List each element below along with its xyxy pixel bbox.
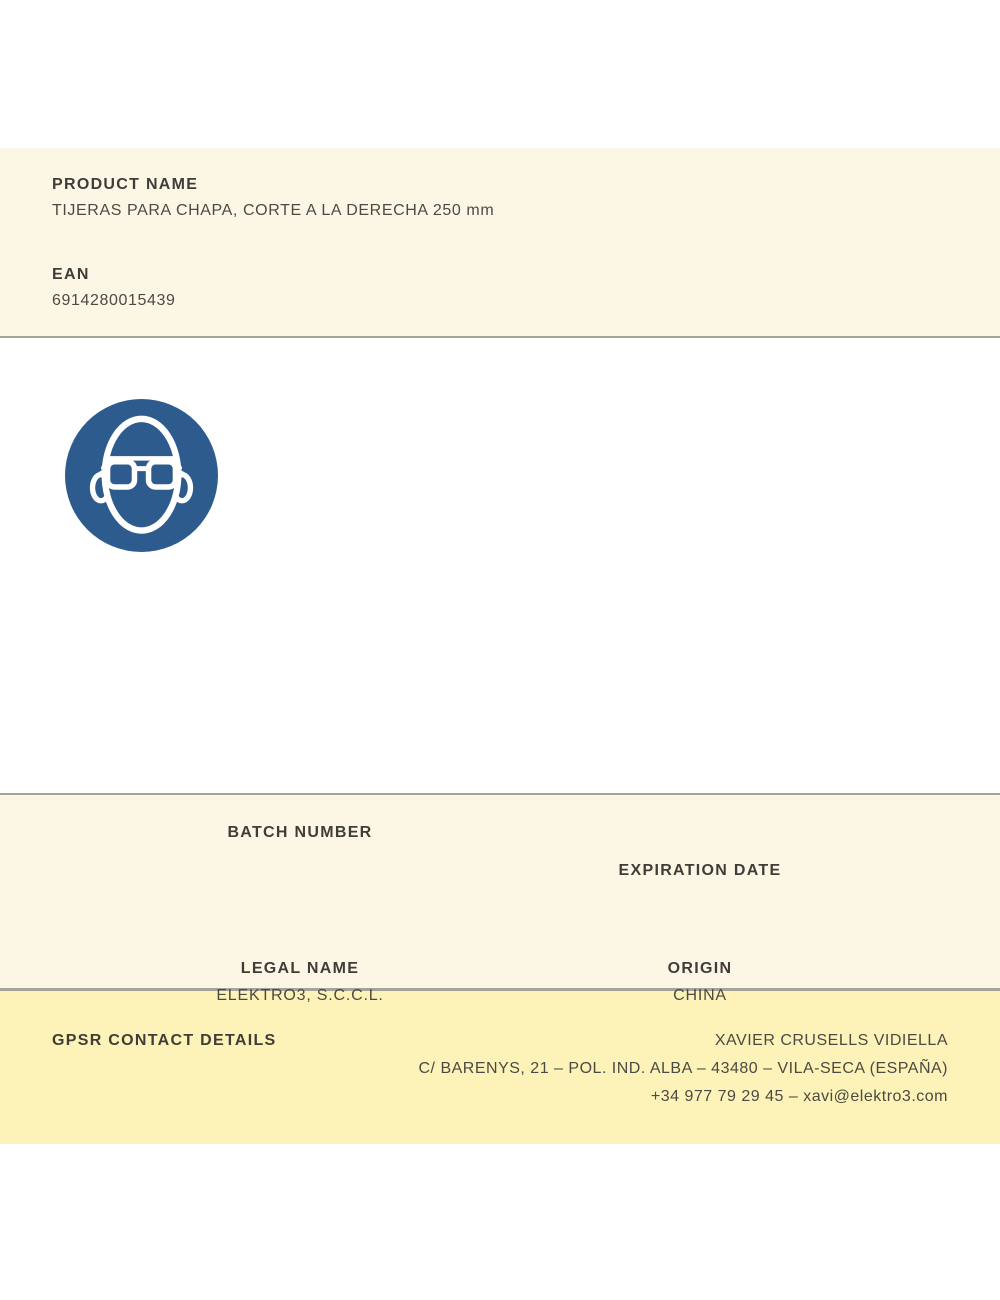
origin-label: ORIGIN (667, 960, 733, 977)
gpsr-contact-block (419, 1027, 949, 1111)
wear-eye-protection-icon (65, 399, 218, 552)
expiration-date-label: EXPIRATION DATE (618, 862, 782, 879)
batch-legal-section (0, 793, 1000, 1004)
ean-value: 6914280015439 (52, 292, 176, 309)
gpsr-contact-phone-email: +34 977 79 29 45 – xavi@elektro3.com (650, 1088, 948, 1105)
batch-number-field (100, 820, 500, 884)
gpsr-contact-address: C/ BARENYS, 21 – POL. IND. ALBA – 43480 – VILA-SECA (ESPAÑA) (418, 1060, 948, 1077)
product-name-field (52, 172, 948, 224)
gpsr-contact-name: XAVIER CRUSELLS VIDIELLA (714, 1032, 948, 1049)
origin-field (500, 956, 900, 1010)
product-name-value: TIJERAS PARA CHAPA, CORTE A LA DERECHA 250 mm (52, 202, 495, 219)
expiration-date-field (500, 858, 900, 884)
safety-icons-section (0, 338, 1000, 793)
ean-field (52, 262, 948, 314)
origin-value: CHINA (673, 987, 727, 1004)
gpsr-contact-section (0, 988, 1000, 1144)
batch-number-label: BATCH NUMBER (227, 824, 373, 841)
top-whitespace (0, 0, 1000, 148)
legal-name-field (100, 956, 500, 1010)
legal-name-value: ELEKTRO3, S.C.C.L. (216, 987, 384, 1004)
product-name-label: PRODUCT NAME (52, 176, 199, 193)
ean-label: EAN (52, 266, 90, 283)
product-info-section (0, 148, 1000, 338)
gpsr-contact-label: GPSR CONTACT DETAILS (52, 1032, 277, 1049)
legal-name-label: LEGAL NAME (240, 960, 360, 977)
